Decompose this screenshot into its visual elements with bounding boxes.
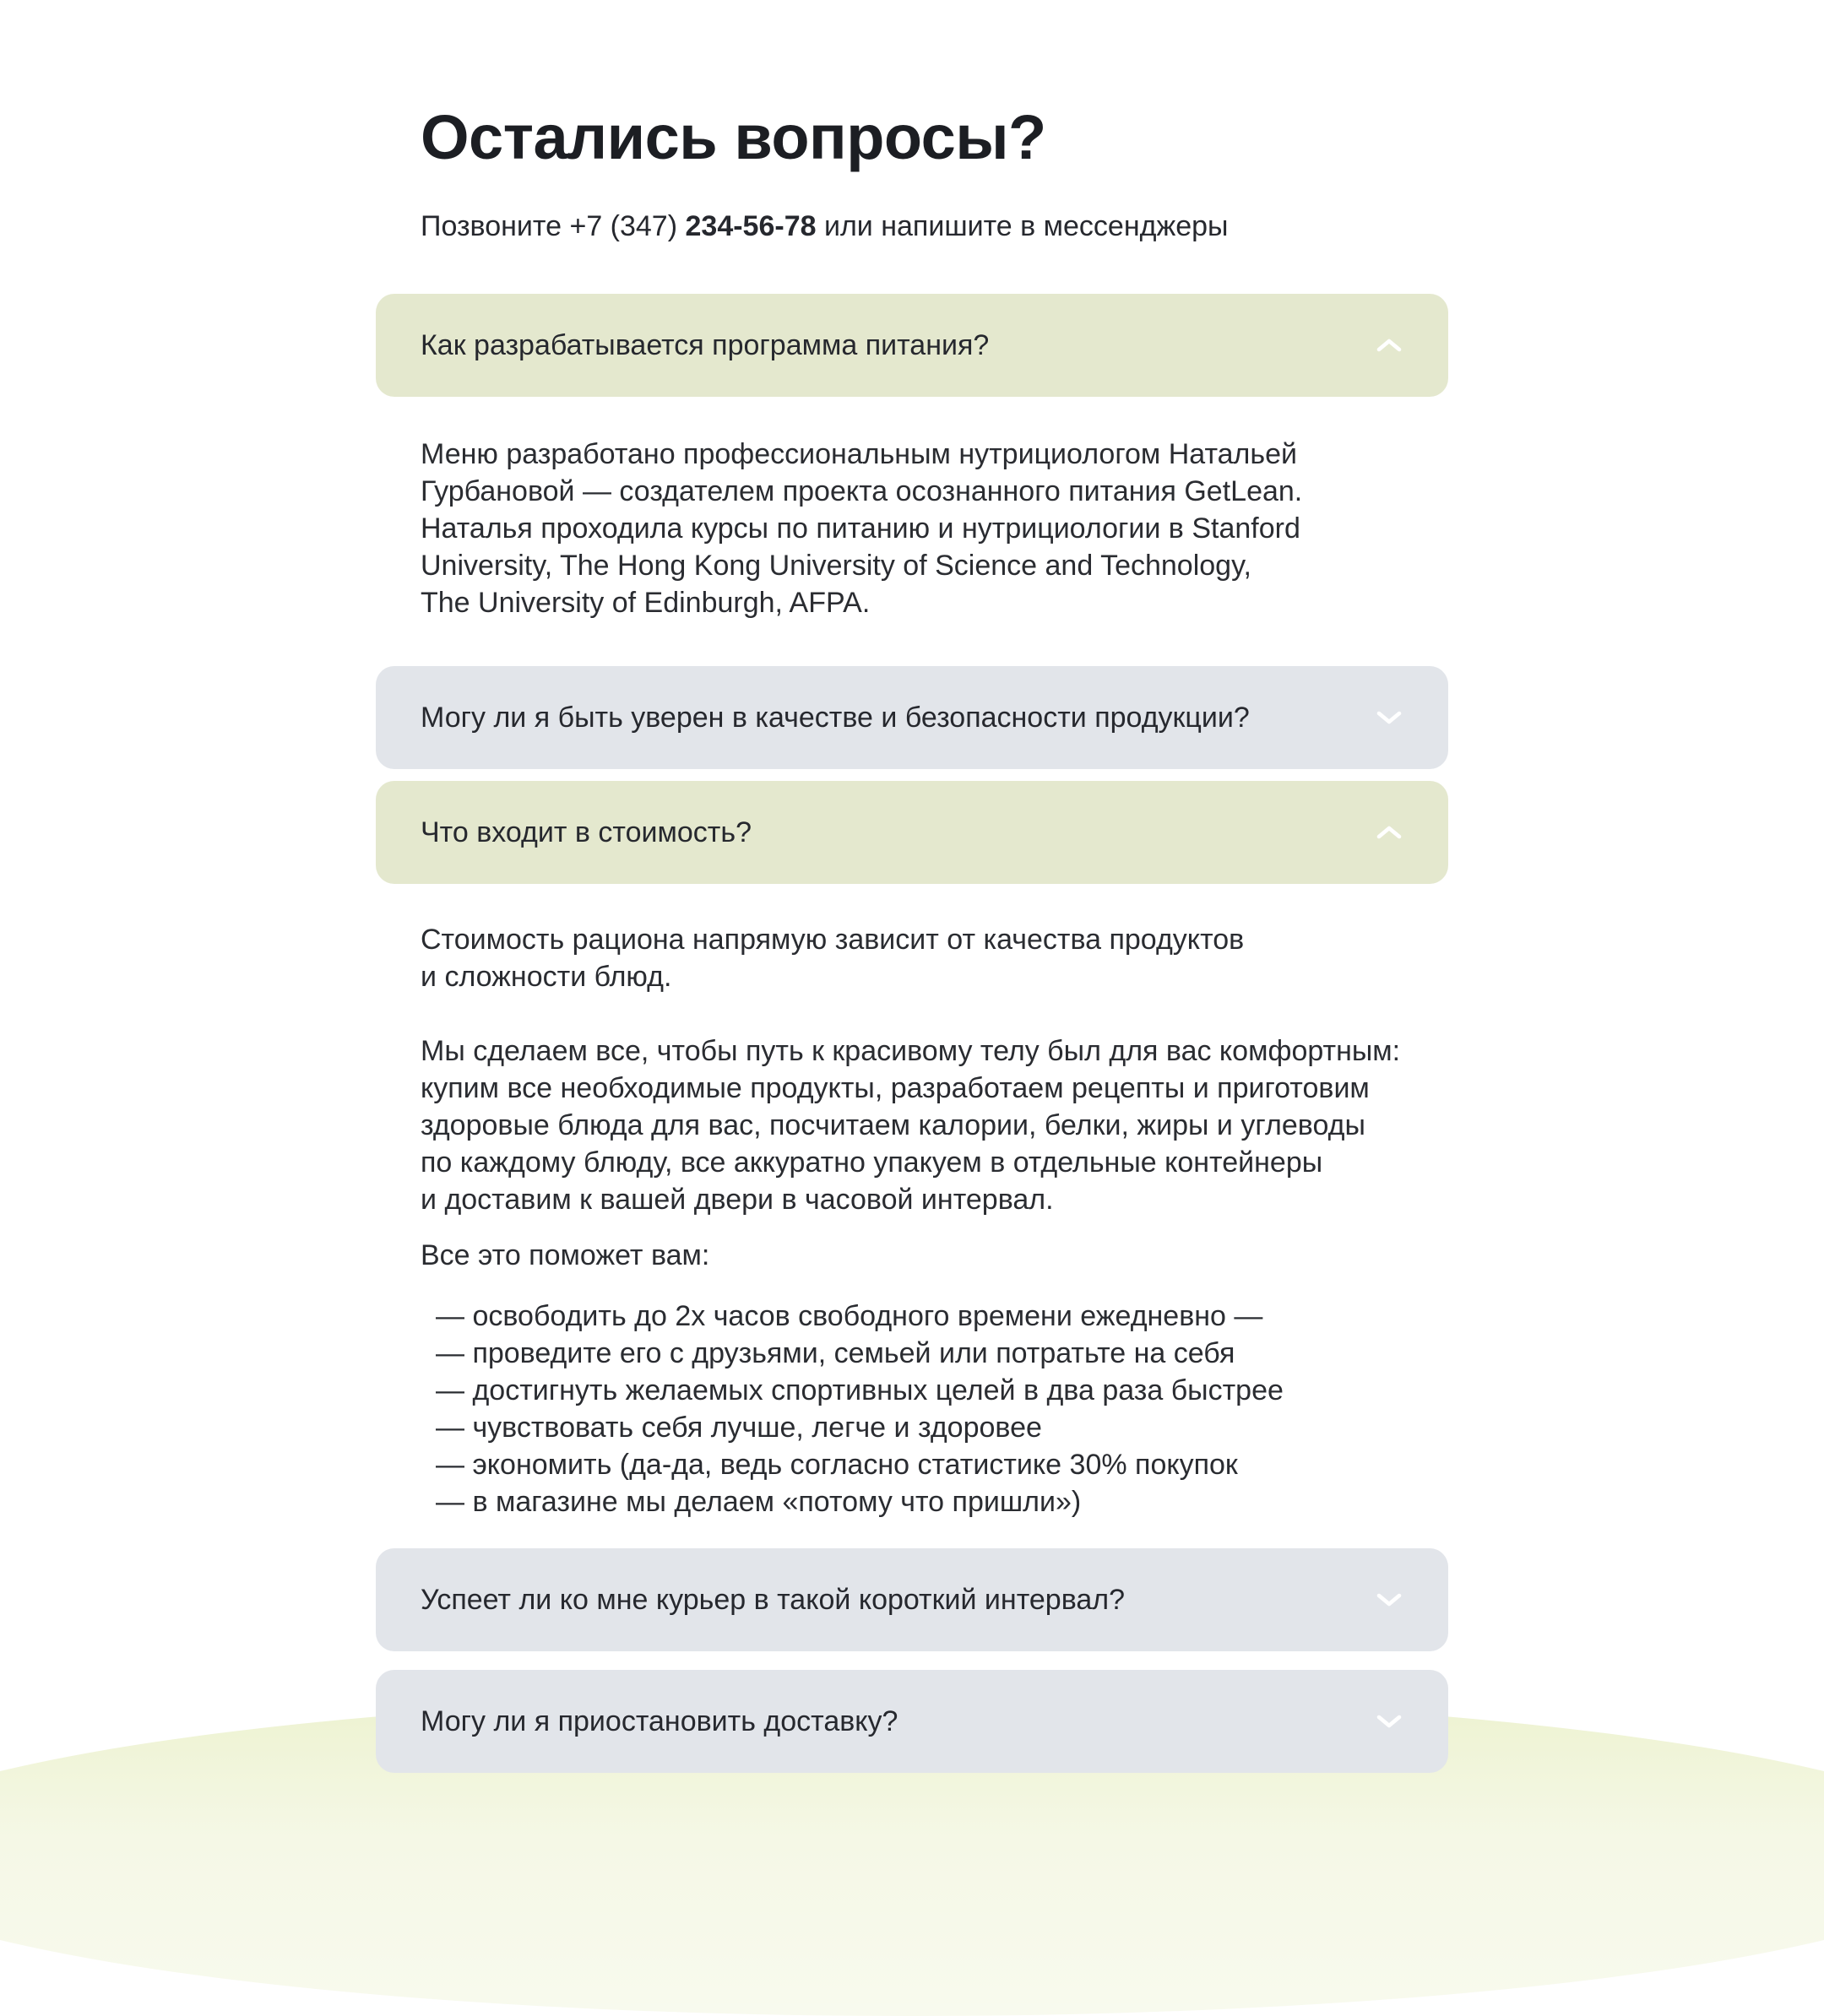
page-title: Остались вопросы? [421, 102, 1046, 172]
faq-answer-price-paragraph-3 [376, 1237, 1448, 1274]
faq-question: Могу ли я приостановить доставку? [421, 1705, 898, 1737]
answer-line: и сложности блюд. [421, 961, 672, 993]
answer-line: Меню разработано профессиональным нутрициологом Натальей [421, 438, 1297, 470]
faq-item-program-header[interactable] [376, 294, 1448, 397]
chevron-up-icon [1376, 824, 1403, 841]
answer-line: The University of Edinburgh, AFPA. [421, 587, 871, 619]
chevron-up-icon [1376, 337, 1403, 354]
faq-question: Как разрабатывается программа питания? [421, 329, 990, 361]
faq-question: Успеет ли ко мне курьер в такой короткий интервал? [421, 1584, 1126, 1616]
faq-question: Могу ли я быть уверен в качестве и безопасности продукции? [421, 702, 1250, 734]
contact-line-suffix: или напишите в мессенджеры [816, 210, 1229, 242]
faq-question: Что входит в стоимость? [421, 816, 752, 848]
benefit-line: — в магазине мы делаем «потому что пришли») [436, 1486, 1082, 1518]
answer-line: здоровые блюда для вас, посчитаем калории, белки, жиры и углеводы [421, 1109, 1365, 1141]
answer-line: Стоимость рациона напрямую зависит от качества продуктов [421, 924, 1245, 956]
answer-line: купим все необходимые продукты, разработаем рецепты и приготовим [421, 1072, 1370, 1104]
faq-section [376, 0, 1448, 1773]
benefits-list [376, 1298, 1448, 1520]
faq-item-pause-delivery-header[interactable] [376, 1670, 1448, 1773]
benefit-line: — чувствовать себя лучше, легче и здоровее [436, 1412, 1042, 1444]
answer-line: по каждому блюду, все аккуратно упакуем в отдельные контейнеры [421, 1146, 1323, 1179]
answer-line: Гурбановой — создателем проекта осознанного питания GetLean. [421, 475, 1303, 507]
benefit-line: — достигнуть желаемых спортивных целей в два раза быстрее [436, 1374, 1284, 1406]
answer-line: Мы сделаем все, чтобы путь к красивому телу был для вас комфортным: [421, 1035, 1401, 1067]
faq-answer-price-paragraph-2 [376, 1032, 1448, 1218]
answer-line: Наталья проходила курсы по питанию и нутрициологии в Stanford [421, 512, 1300, 545]
benefit-line: — экономить (да-да, ведь согласно статистике 30% покупок [436, 1449, 1238, 1481]
chevron-down-icon [1376, 1591, 1403, 1608]
answer-line: и доставим к вашей двери в часовой интервал. [421, 1184, 1054, 1216]
contact-line [376, 208, 1448, 245]
benefit-line: — проведите его с друзьями, семьей или потратьте на себя [436, 1337, 1235, 1369]
answer-line: Все это поможет вам: [421, 1239, 710, 1271]
faq-item-courier-header[interactable] [376, 1548, 1448, 1651]
faq-answer-price-paragraph-1 [376, 921, 1448, 995]
benefit-line: — освободить до 2х часов свободного времени ежедневно — [436, 1300, 1263, 1332]
chevron-down-icon [1376, 1713, 1403, 1730]
faq-item-price-header[interactable] [376, 781, 1448, 884]
chevron-down-icon [1376, 709, 1403, 726]
faq-answer-program [376, 436, 1448, 621]
phone-number: 234-56-78 [685, 210, 817, 242]
contact-line-prefix: Позвоните +7 (347) [421, 210, 686, 242]
answer-line: University, The Hong Kong University of Science and Technology, [421, 550, 1252, 582]
faq-item-quality-header[interactable] [376, 666, 1448, 769]
